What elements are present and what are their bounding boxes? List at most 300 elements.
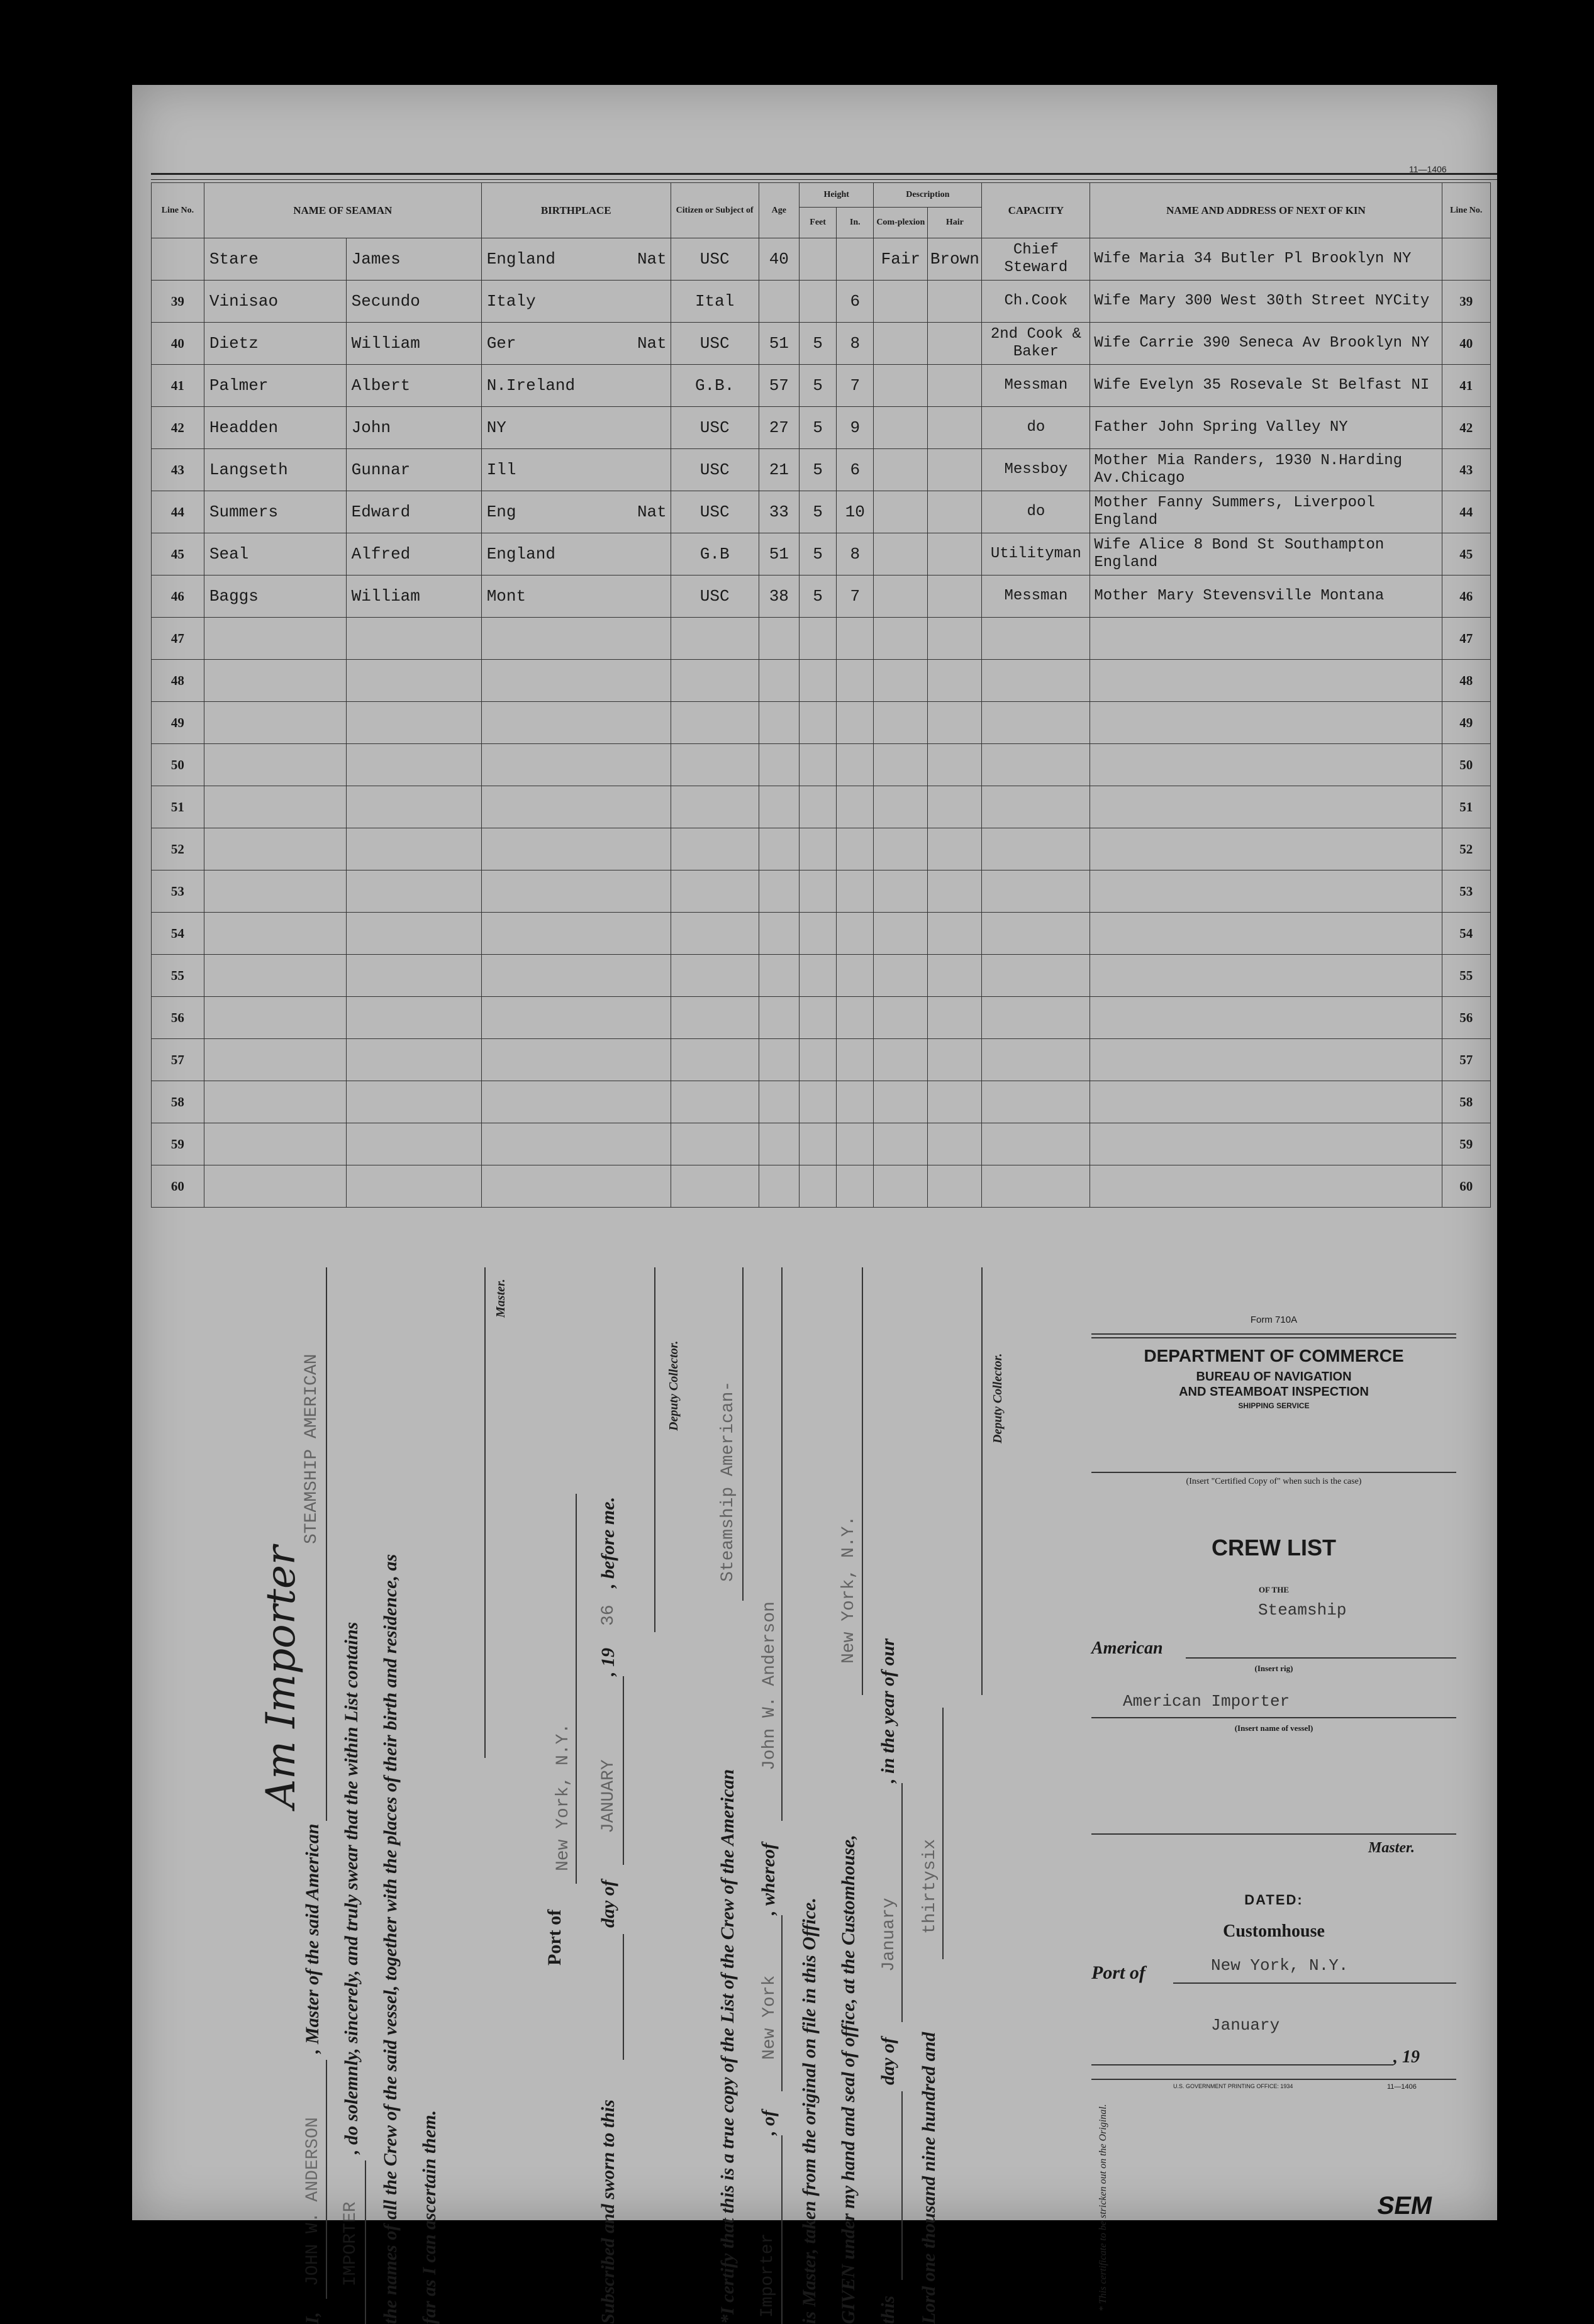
row-inches (837, 955, 874, 997)
table-row (152, 997, 1491, 1039)
row-citizen (671, 618, 759, 660)
row-kin: Wife Evelyn 35 Rosevale St Belfast NI (1090, 365, 1442, 407)
panel-rule-1 (1091, 1333, 1456, 1335)
row-age: 33 (759, 491, 800, 533)
row-birthplace: Mont (481, 575, 671, 618)
row-kin (1090, 660, 1442, 702)
row-complexion (874, 702, 928, 744)
row-complexion (874, 407, 928, 449)
row-birthplace: N.Ireland (481, 365, 671, 407)
row-hair (928, 1165, 982, 1208)
cert-vessel-typed: STEAMSHIP AMERICAN (302, 1354, 321, 1544)
row-given-name (346, 786, 481, 828)
bureau-line1: BUREAU OF NAVIGATION (1196, 1370, 1352, 1384)
row-age: 57 (759, 365, 800, 407)
table-row (152, 449, 1491, 491)
row-feet (800, 281, 837, 323)
row-line-no-right: 50 (1442, 744, 1491, 786)
row-naturalized: Nat (637, 503, 667, 521)
row-complexion (874, 618, 928, 660)
insert-cert-note: (Insert "Certified Copy of" when such is the case) (1186, 1477, 1362, 1486)
row-kin (1090, 1081, 1442, 1123)
row-surname (204, 997, 346, 1039)
row-citizen (671, 786, 759, 828)
row-citizen: G.B. (671, 365, 759, 407)
row-age (759, 828, 800, 870)
cert-handwritten-vessel: Am Importer (258, 1545, 304, 1808)
cert-line2: , do solemnly, sincerely, and truly swear that the within List contains (341, 1621, 362, 2154)
row-given-name: William (346, 575, 481, 618)
row-inches (837, 1165, 874, 1208)
cert-of-typed: New York (760, 1975, 779, 2060)
panel-master-label: Master. (1368, 1840, 1415, 1856)
row-complexion (874, 365, 928, 407)
row-given-name: Gunnar (346, 449, 481, 491)
dept-title: DEPARTMENT OF COMMERCE (1144, 1346, 1404, 1365)
row-inches: 8 (837, 533, 874, 575)
row-given-name: Alfred (346, 533, 481, 575)
table-row (152, 618, 1491, 660)
cert-master-label: Master. (494, 1279, 508, 1318)
row-given-name (346, 1123, 481, 1165)
row-hair (928, 281, 982, 323)
row-kin: Mother Mary Stevensville Montana (1090, 575, 1442, 618)
row-complexion (874, 449, 928, 491)
cert-blank-whereof (781, 1267, 783, 1821)
row-inches (837, 660, 874, 702)
row-complexion (874, 955, 928, 997)
cert-lord: Lord one thousand nine hundred and (918, 2032, 939, 2324)
row-line-no-right (1442, 238, 1491, 281)
row-feet (800, 955, 837, 997)
cert-blank-port (576, 1494, 577, 1884)
row-kin (1090, 870, 1442, 913)
panel-rule-date (1091, 2064, 1393, 2065)
row-feet: 5 (800, 407, 837, 449)
row-inches: 6 (837, 281, 874, 323)
row-inches (837, 913, 874, 955)
row-feet (800, 1081, 837, 1123)
shipping-service: SHIPPING SERVICE (1238, 1401, 1310, 1410)
row-citizen (671, 913, 759, 955)
row-line-no: 57 (152, 1039, 204, 1081)
row-capacity (982, 870, 1090, 913)
row-line-no: 51 (152, 786, 204, 828)
row-kin: Wife Alice 8 Bond St Southampton England (1090, 533, 1442, 575)
row-capacity (982, 660, 1090, 702)
cert-blank-deputy (654, 1267, 655, 1632)
cert-month-typed: JANUARY (599, 1759, 618, 1833)
row-line-no-right: 45 (1442, 533, 1491, 575)
row-citizen: USC (671, 491, 759, 533)
row-line-no-right: 40 (1442, 323, 1491, 365)
row-given-name (346, 955, 481, 997)
row-hair (928, 1039, 982, 1081)
row-capacity: Messman (982, 575, 1090, 618)
row-naturalized: Nat (637, 250, 667, 269)
row-line-no: 56 (152, 997, 204, 1039)
row-citizen: USC (671, 323, 759, 365)
row-line-no: 40 (152, 323, 204, 365)
row-birthplace-text: Eng (486, 503, 516, 521)
insert-vessel: (Insert name of vessel) (1234, 1723, 1313, 1733)
row-capacity (982, 1081, 1090, 1123)
row-kin (1090, 1165, 1442, 1208)
row-hair (928, 575, 982, 618)
cert-year-typed: 36 (599, 1604, 618, 1626)
row-surname (204, 786, 346, 828)
panel-port-of: Port of (1091, 1962, 1145, 1983)
row-citizen: USC (671, 449, 759, 491)
row-line-no: 50 (152, 744, 204, 786)
row-capacity (982, 618, 1090, 660)
table-row (152, 828, 1491, 870)
row-given-name: James (346, 238, 481, 281)
cert-footnote: * This certificate to be stricken out on the Original. (1098, 2104, 1108, 2311)
cert-whereof: , whereof (758, 1843, 779, 1915)
crew-table (151, 182, 1491, 1208)
row-capacity (982, 702, 1090, 744)
row-feet (800, 618, 837, 660)
row-line-no: 59 (152, 1123, 204, 1165)
cert-blank-vessel2 (365, 2160, 366, 2324)
header-inches: In. (837, 208, 874, 238)
cert-of: , of (758, 2110, 779, 2135)
row-capacity: Ch.Cook (982, 281, 1090, 323)
row-line-no: 39 (152, 281, 204, 323)
row-inches: 10 (837, 491, 874, 533)
cert-blank-lord (942, 1708, 944, 1959)
row-complexion (874, 744, 928, 786)
row-hair (928, 533, 982, 575)
row-age: 38 (759, 575, 800, 618)
header-citizen: Citizen or Subject of (671, 183, 759, 238)
cert-certify-typed2: Importer (758, 2233, 777, 2318)
row-citizen (671, 955, 759, 997)
row-line-no-right: 39 (1442, 281, 1491, 323)
row-kin (1090, 702, 1442, 744)
row-line-no-right: 47 (1442, 618, 1491, 660)
row-given-name: Secundo (346, 281, 481, 323)
row-given-name (346, 1039, 481, 1081)
american-label: American (1091, 1638, 1163, 1658)
top-rule-thin (151, 179, 1497, 180)
row-line-no-right: 58 (1442, 1081, 1491, 1123)
row-capacity (982, 913, 1090, 955)
table-row (152, 1165, 1491, 1208)
panel-rule-vessel (1091, 1717, 1456, 1718)
panel-rule-port (1173, 1982, 1456, 1984)
row-kin: Mother Mia Randers, 1930 N.Harding Av.Chicago (1090, 449, 1442, 491)
steamship-typed: Steamship (1258, 1601, 1347, 1620)
cert-before-me: , before me. (598, 1497, 618, 1588)
row-line-no: 47 (152, 618, 204, 660)
of-the: OF THE (1258, 1585, 1290, 1594)
row-age (759, 618, 800, 660)
row-given-name (346, 1165, 481, 1208)
row-age: 51 (759, 533, 800, 575)
cert-blank-master (326, 2060, 327, 2299)
row-capacity: Utilityman (982, 533, 1090, 575)
panel-month-typed: January (1211, 2016, 1280, 2035)
row-capacity: do (982, 407, 1090, 449)
row-capacity: Chief Steward (982, 238, 1090, 281)
row-birthplace (481, 786, 671, 828)
row-capacity (982, 828, 1090, 870)
table-row (152, 786, 1491, 828)
row-birthplace (481, 702, 671, 744)
row-surname (204, 1081, 346, 1123)
form-number: Form 710A (1250, 1315, 1298, 1325)
row-citizen: G.B (671, 533, 759, 575)
row-kin (1090, 1123, 1442, 1165)
row-age (759, 1081, 800, 1123)
row-surname (204, 1039, 346, 1081)
row-feet (800, 702, 837, 744)
certificate-block (258, 1267, 1145, 2324)
row-complexion (874, 533, 928, 575)
row-age: 40 (759, 238, 800, 281)
row-feet (800, 828, 837, 870)
row-feet: 5 (800, 491, 837, 533)
table-row (152, 365, 1491, 407)
row-hair (928, 955, 982, 997)
cert-port-of: Port of (544, 1909, 565, 1965)
row-surname: Vinisao (204, 281, 346, 323)
row-hair (928, 744, 982, 786)
cert-blank-master-sig (484, 1267, 486, 1758)
row-kin: Father John Spring Valley NY (1090, 407, 1442, 449)
table-row (152, 533, 1491, 575)
row-complexion (874, 660, 928, 702)
row-feet (800, 238, 837, 281)
row-surname: Stare (204, 238, 346, 281)
cert-subscribed: Subscribed and sworn to this (598, 2099, 618, 2324)
row-birthplace (481, 491, 671, 533)
row-birthplace (481, 955, 671, 997)
row-feet: 5 (800, 575, 837, 618)
cert-whereof-typed: John W. Anderson (760, 1601, 779, 1771)
row-birthplace (481, 1081, 671, 1123)
cert-line3: the names of all the Crew of the said vessel, together with the places of their birth and residence, as (380, 1554, 401, 2324)
row-age: 27 (759, 407, 800, 449)
row-kin (1090, 828, 1442, 870)
row-capacity: Messman (982, 365, 1090, 407)
row-line-no-right: 43 (1442, 449, 1491, 491)
row-age (759, 744, 800, 786)
row-birthplace (481, 744, 671, 786)
row-kin (1090, 913, 1442, 955)
row-age (759, 955, 800, 997)
row-complexion (874, 997, 928, 1039)
row-capacity (982, 1123, 1090, 1165)
vessel-name-typed: American Importer (1123, 1692, 1290, 1711)
header-age: Age (759, 183, 800, 238)
row-inches (837, 870, 874, 913)
row-birthplace: NY (481, 407, 671, 449)
row-hair (928, 1081, 982, 1123)
panel-port-typed: New York, N.Y. (1211, 1956, 1349, 1975)
row-inches (837, 744, 874, 786)
cert-given-typed: New York, N.Y. (839, 1515, 859, 1664)
panel-code: 11—1406 (1387, 2083, 1417, 2091)
row-surname (204, 618, 346, 660)
row-line-no: 60 (152, 1165, 204, 1208)
row-inches (837, 828, 874, 870)
header-kin: NAME AND ADDRESS OF NEXT OF KIN (1090, 183, 1442, 238)
row-birthplace: England (481, 533, 671, 575)
header-line-no-right: Line No. (1442, 183, 1491, 238)
row-given-name: Albert (346, 365, 481, 407)
row-feet (800, 1165, 837, 1208)
row-kin: Wife Carrie 390 Seneca Av Brooklyn NY (1090, 323, 1442, 365)
row-feet (800, 1039, 837, 1081)
row-line-no: 48 (152, 660, 204, 702)
cert-in-year: , in the year of our (878, 1638, 898, 1783)
cert-vessel-typed2: IMPORTER (341, 2201, 360, 2286)
cert-deputy2-label: Deputy Collector. (991, 1353, 1005, 1443)
cert-month2-typed: January (879, 1898, 899, 1972)
row-line-no-right: 52 (1442, 828, 1491, 870)
row-surname (204, 913, 346, 955)
row-line-no-right: 51 (1442, 786, 1491, 828)
cert-this: this (878, 2295, 898, 2324)
row-given-name (346, 828, 481, 870)
row-line-no (152, 238, 204, 281)
row-complexion (874, 1123, 928, 1165)
printing-office: U.S. GOVERNMENT PRINTING OFFICE: 1934 (1173, 2083, 1293, 2089)
row-citizen (671, 744, 759, 786)
row-citizen: USC (671, 575, 759, 618)
panel-rule-bottom (1091, 2079, 1456, 2080)
cert-day-of2: day of (878, 2037, 898, 2085)
row-given-name (346, 744, 481, 786)
cert-blank-given (862, 1267, 863, 1695)
row-birthplace (481, 828, 671, 870)
row-hair (928, 828, 982, 870)
row-feet (800, 744, 837, 786)
row-hair (928, 407, 982, 449)
row-kin (1090, 786, 1442, 828)
row-line-no-right: 57 (1442, 1039, 1491, 1081)
header-name: NAME OF SEAMAN (204, 183, 481, 238)
top-rule (151, 173, 1497, 175)
row-line-no: 42 (152, 407, 204, 449)
row-complexion (874, 828, 928, 870)
row-inches: 8 (837, 323, 874, 365)
row-complexion (874, 281, 928, 323)
row-citizen: USC (671, 407, 759, 449)
row-given-name (346, 913, 481, 955)
row-hair (928, 449, 982, 491)
row-birthplace (481, 618, 671, 660)
row-age: 21 (759, 449, 800, 491)
table-row (152, 1123, 1491, 1165)
row-kin (1090, 955, 1442, 997)
row-surname (204, 1123, 346, 1165)
row-surname (204, 660, 346, 702)
row-hair (928, 702, 982, 744)
table-row (152, 913, 1491, 955)
row-naturalized: Nat (637, 334, 667, 353)
row-feet: 5 (800, 449, 837, 491)
row-birthplace: Italy (481, 281, 671, 323)
row-hair (928, 1123, 982, 1165)
row-citizen (671, 997, 759, 1039)
row-inches (837, 238, 874, 281)
row-inches: 7 (837, 575, 874, 618)
row-surname (204, 828, 346, 870)
row-birthplace-text: England (486, 250, 555, 269)
row-citizen (671, 660, 759, 702)
row-given-name (346, 618, 481, 660)
cert-nineteen: , 19 (598, 1648, 618, 1676)
cert-port-typed: New York, N.Y. (554, 1723, 573, 1871)
bureau-line2: AND STEAMBOAT INSPECTION (1179, 1385, 1369, 1399)
row-age (759, 786, 800, 828)
row-citizen (671, 1039, 759, 1081)
row-age (759, 1123, 800, 1165)
document-sheet (132, 85, 1497, 2324)
row-complexion: Fair (874, 238, 928, 281)
row-citizen (671, 702, 759, 744)
row-birthplace: Ill (481, 449, 671, 491)
header-height: Height (800, 183, 874, 208)
row-hair (928, 660, 982, 702)
table-row (152, 407, 1491, 449)
row-capacity (982, 1165, 1090, 1208)
row-feet: 5 (800, 533, 837, 575)
table-row (152, 491, 1491, 533)
row-kin (1090, 997, 1442, 1039)
row-line-no: 49 (152, 702, 204, 744)
row-kin (1090, 744, 1442, 786)
row-line-no-right: 49 (1442, 702, 1491, 744)
row-citizen (671, 1123, 759, 1165)
cover-panel (1091, 1315, 1456, 2107)
stamp-text: SEM (1375, 2192, 1435, 2220)
cert-deputy-label: Deputy Collector. (667, 1340, 681, 1431)
row-kin: Wife Mary 300 West 30th Street NYCity (1090, 281, 1442, 323)
row-surname (204, 955, 346, 997)
header-complexion: Com-plexion (874, 208, 928, 238)
row-feet (800, 1123, 837, 1165)
row-line-no-right: 48 (1442, 660, 1491, 702)
header-line-no: Line No. (152, 183, 204, 238)
row-hair (928, 491, 982, 533)
row-given-name (346, 1081, 481, 1123)
table-row (152, 1039, 1491, 1081)
row-complexion (874, 1081, 928, 1123)
row-age (759, 281, 800, 323)
cert-blank-this (901, 2091, 903, 2280)
row-feet (800, 913, 837, 955)
row-citizen (671, 828, 759, 870)
cert-blank-month (623, 1676, 624, 1865)
cert-line1: , Master of the said American (302, 1823, 323, 2054)
table-row (152, 660, 1491, 702)
table-row (152, 238, 1491, 281)
row-line-no-right: 60 (1442, 1165, 1491, 1208)
row-birthplace (481, 238, 671, 281)
row-surname: Headden (204, 407, 346, 449)
header-birthplace: BIRTHPLACE (481, 183, 671, 238)
panel-rule-rig (1186, 1657, 1456, 1659)
row-inches (837, 1123, 874, 1165)
row-given-name (346, 997, 481, 1039)
table-row (152, 702, 1491, 744)
row-line-no: 41 (152, 365, 204, 407)
